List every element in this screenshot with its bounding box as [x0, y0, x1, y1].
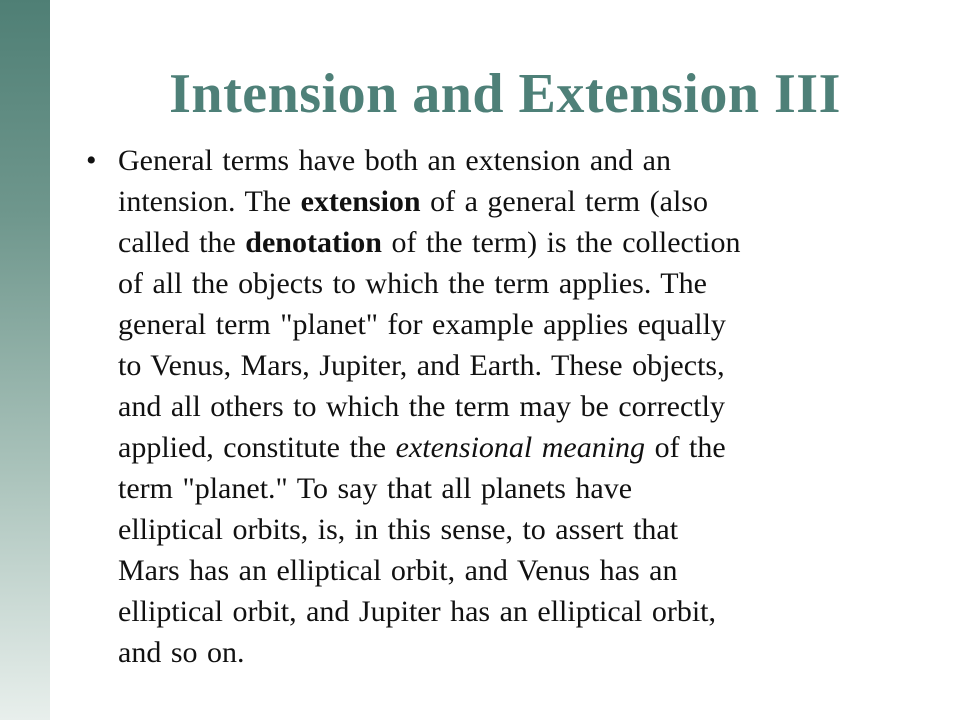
text-line	[118, 140, 880, 181]
text-line	[118, 304, 880, 345]
bold-term: denotation	[245, 226, 382, 259]
italic-term: extensional meaning	[395, 431, 646, 464]
text-line	[118, 345, 880, 386]
text-run: of the	[645, 431, 726, 464]
text-run: intension. The	[118, 185, 301, 218]
bullet-text	[118, 140, 880, 673]
text-run: Mars has an elliptical orbit, and Venus has an	[118, 554, 678, 587]
bullet-item	[80, 140, 880, 673]
text-run: general term "planet" for example applies equally	[118, 308, 726, 341]
text-line	[118, 386, 880, 427]
text-run: of the term) is the collection	[381, 226, 741, 259]
text-line	[118, 509, 880, 550]
text-run: General terms have both an extension and an	[118, 144, 671, 177]
bullet-list	[80, 140, 880, 673]
text-run: called the	[118, 226, 246, 259]
text-line	[118, 181, 880, 222]
slide-title: Intension and Extension III	[169, 63, 841, 125]
text-run: and so on.	[118, 636, 245, 669]
text-run: term "planet." To say that all planets have	[118, 472, 633, 505]
text-run: of a general term (also	[420, 185, 708, 218]
text-run: and all others to which the term may be correctly	[118, 390, 725, 423]
side-gradient-bar	[0, 0, 50, 720]
text-run: elliptical orbit, and Jupiter has an elliptical orbit,	[118, 595, 717, 628]
bullet-dot-icon: •	[86, 144, 97, 177]
text-run: applied, constitute the	[118, 431, 396, 464]
text-run: elliptical orbits, is, in this sense, to assert that	[118, 513, 679, 546]
text-line	[118, 591, 880, 632]
text-line	[118, 632, 880, 673]
text-run: to Venus, Mars, Jupiter, and Earth. These objects,	[118, 349, 725, 382]
text-line	[118, 427, 880, 468]
text-line	[118, 222, 880, 263]
bold-term: extension	[300, 185, 421, 218]
text-line	[118, 468, 880, 509]
text-run: of all the objects to which the term applies. The	[118, 267, 707, 300]
text-line	[118, 263, 880, 304]
text-line	[118, 550, 880, 591]
